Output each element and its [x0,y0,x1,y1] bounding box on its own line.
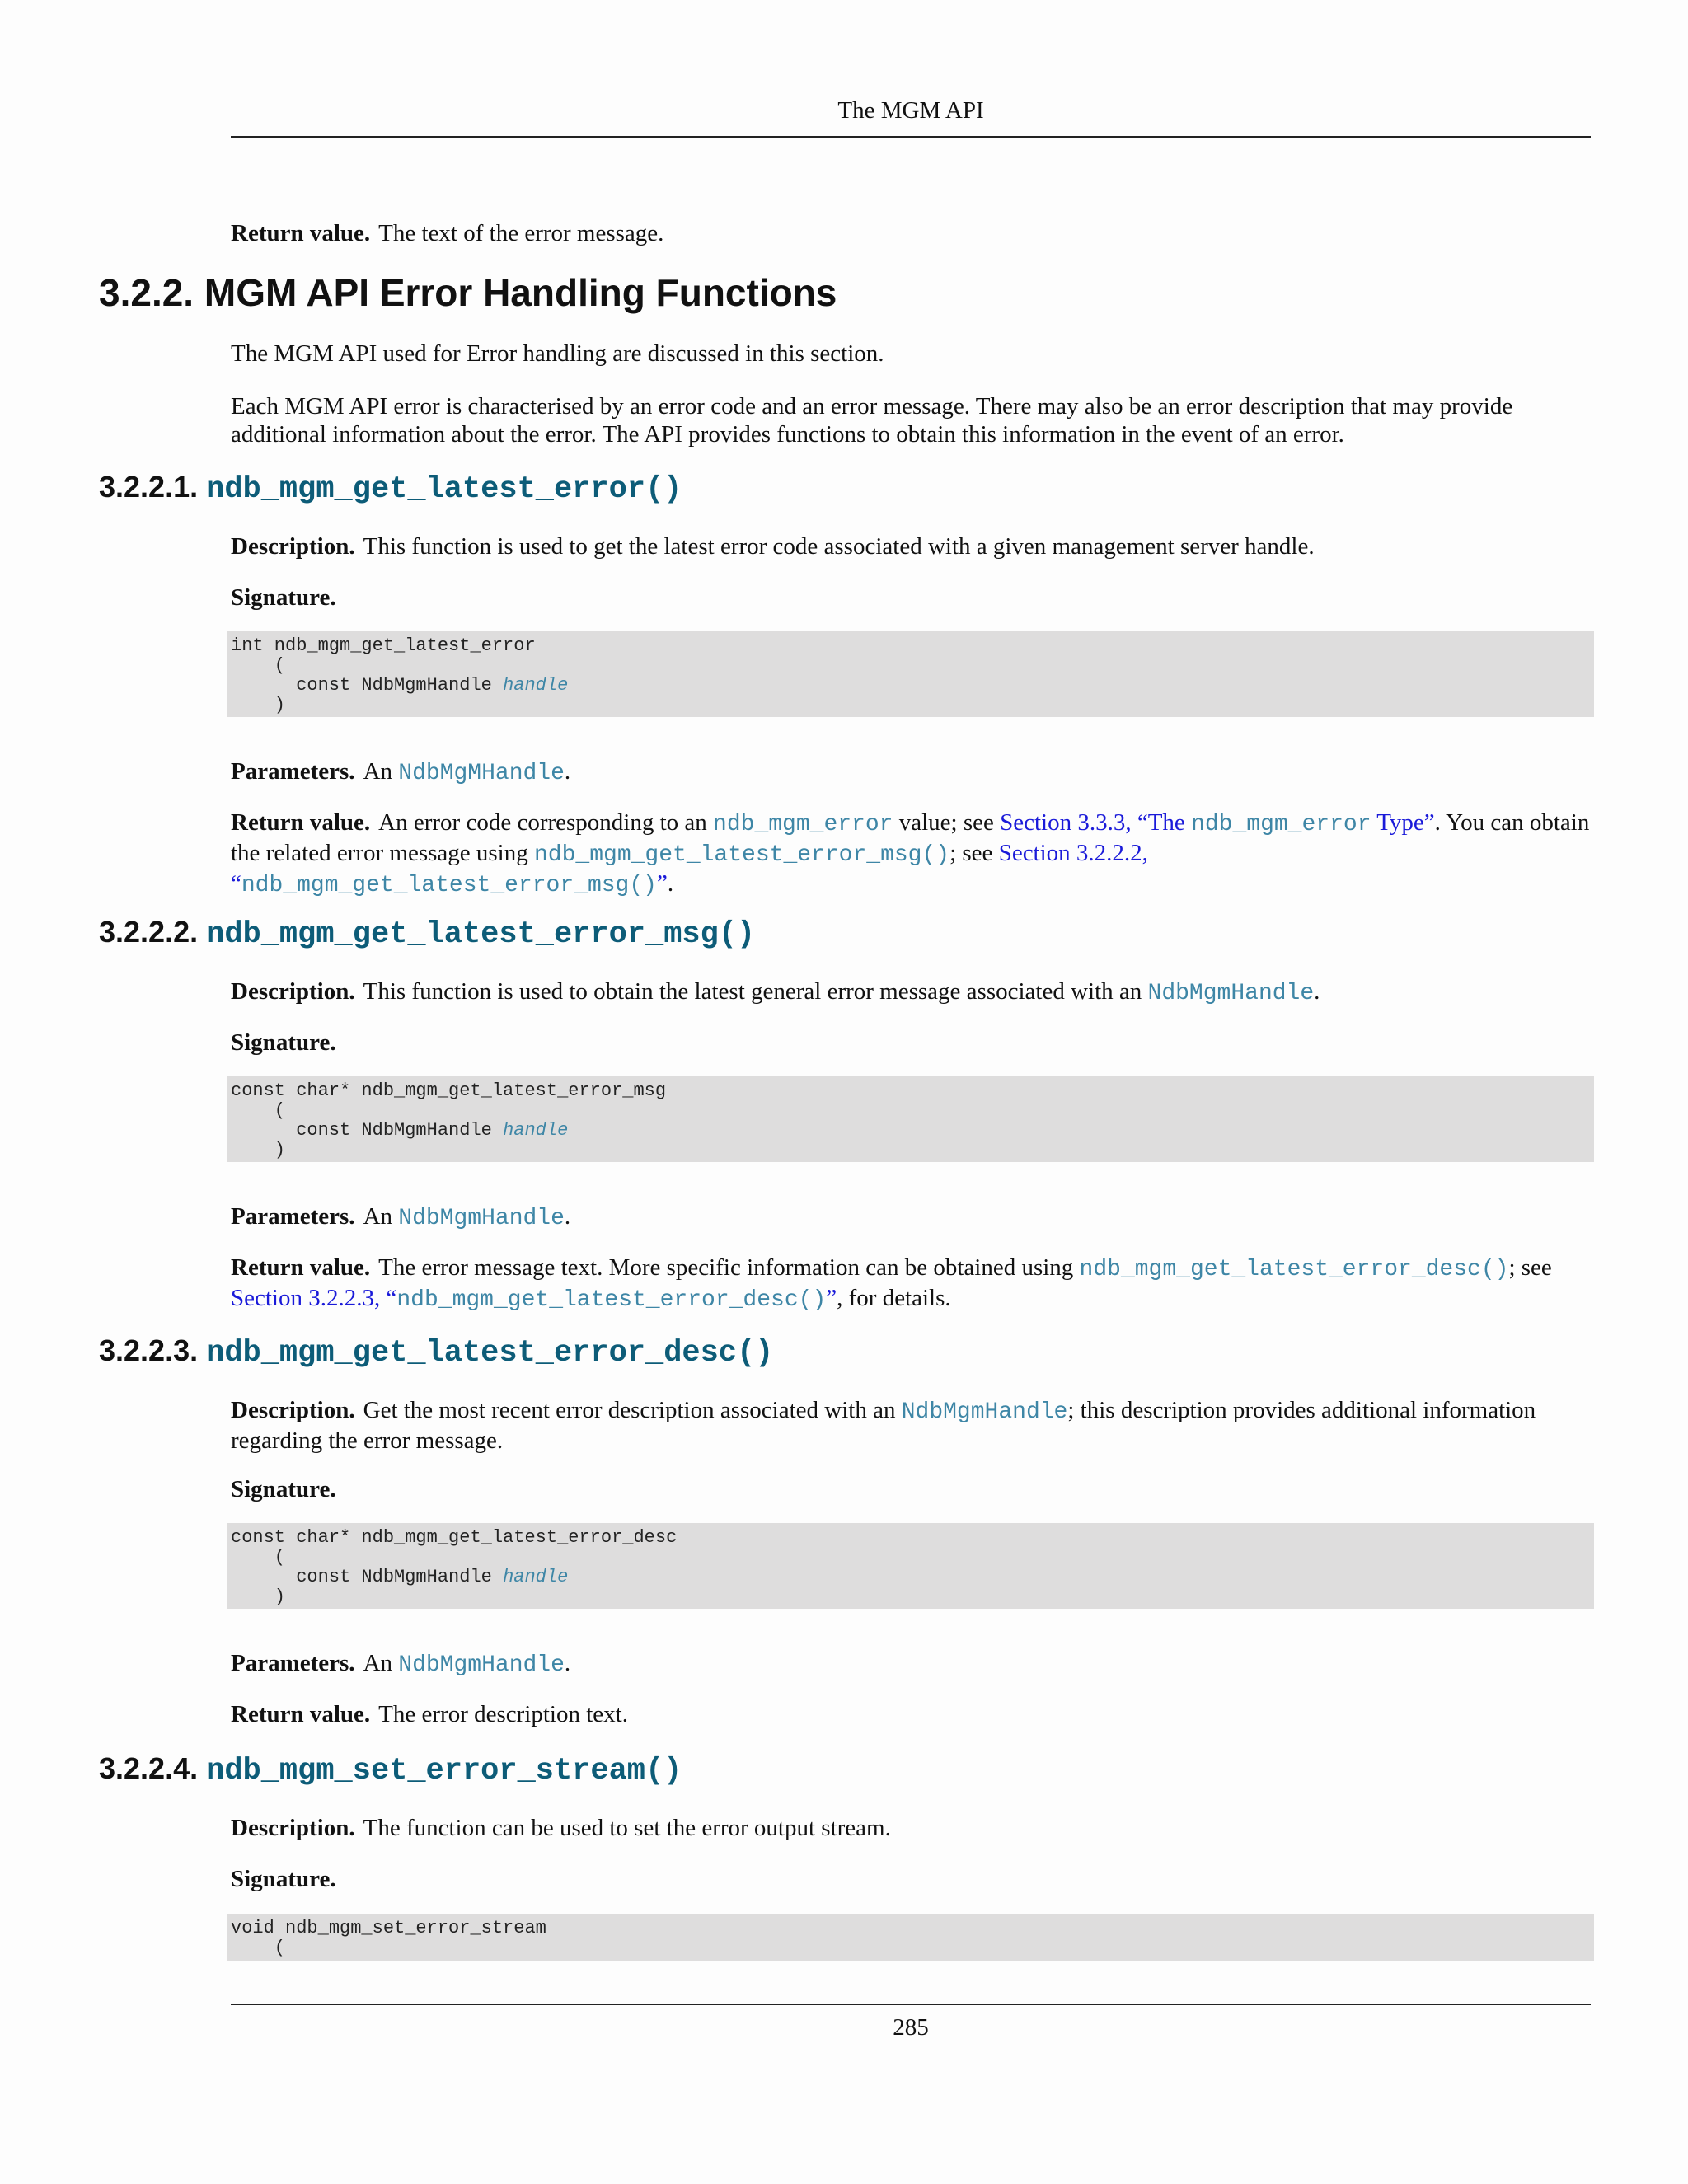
s2-signature-label: Signature. [231,1029,336,1056]
function-name: ndb_mgm_get_latest_error_msg() [206,917,756,952]
page-number: 285 [893,2014,929,2041]
s1-code-block: int ndb_mgm_get_latest_error ( const NdbMgmHandle handle ) [227,631,1594,717]
section-heading: 3.2.2. MGM API Error Handling Functions [99,271,837,314]
s1-signature-label: Signature. [231,584,336,611]
subsection-heading-set-error-stream: 3.2.2.4. ndb_mgm_set_error_stream() [99,1751,682,1788]
function-name: ndb_mgm_get_latest_error_desc() [206,1336,774,1371]
function-name: ndb_mgm_get_latest_error() [206,472,682,507]
link-section-3-3-3[interactable]: Section 3.3.3, “The ndb_mgm_error Type” [1000,809,1435,837]
s4-code-block: void ndb_mgm_set_error_stream ( [227,1914,1594,1961]
s3-signature-label: Signature. [231,1476,336,1502]
s2-parameters: Parameters. An NdbMgmHandle. [231,1203,571,1231]
section-overview-paragraph: Each MGM API error is characterised by an error code and an error message. There may also be an error description that may provide additional information about the error. The API provides functions to obtain this information in the event of an error. [231,393,1513,448]
s3-parameters: Parameters. An NdbMgmHandle. [231,1650,571,1678]
s2-code-block: const char* ndb_mgm_get_latest_error_msg ( const NdbMgmHandle handle ) [227,1076,1594,1162]
link-section-3-2-2-2[interactable]: Section 3.2.2.2, “ndb_mgm_get_latest_error_msg()” [231,840,1148,898]
s1-parameters: Parameters. An NdbMgMHandle. [231,758,571,786]
section-intro-paragraph: The MGM API used for Error handling are discussed in this section. [231,340,884,367]
intro-return-value: Return value. The text of the error message. [231,220,664,246]
s3-return-value: Return value. The error description text. [231,1701,628,1727]
header-rule [231,136,1591,138]
s4-signature-label: Signature. [231,1866,336,1892]
s3-description: Description. Get the most recent error description associated with an NdbMgmHandle; this description provides additional information regarding the error message. [231,1397,1536,1454]
link-section-3-2-2-3[interactable]: Section 3.2.2.3, “ndb_mgm_get_latest_error_desc()” [231,1285,837,1313]
s2-return-value: Return value. The error message text. More specific information can be obtained using ndb_mgm_get_latest_error_desc(); see Section 3.2.2.3, “ndb_mgm_get_latest_error_desc()”, for details. [231,1254,1552,1313]
footer-rule [231,2004,1591,2005]
subsection-heading-get-latest-error-msg: 3.2.2.2. ndb_mgm_get_latest_error_msg() [99,915,756,952]
s1-return-value: Return value. An error code corresponding to an ndb_mgm_error value; see Section 3.3.3, “The ndb_mgm_error Type”. You can obtain the related error message using ndb_mgm_get_latest_error_msg(); see Section 3.2.2.2, “ndb_mgm_get_latest_error_msg()”. [231,809,1590,898]
s3-code-block: const char* ndb_mgm_get_latest_error_desc ( const NdbMgmHandle handle ) [227,1523,1594,1609]
function-name: ndb_mgm_set_error_stream() [206,1754,682,1788]
s1-description: Description. This function is used to get the latest error code associated with a given management server handle. [231,533,1315,560]
subsection-heading-get-latest-error: 3.2.2.1. ndb_mgm_get_latest_error() [99,470,682,507]
running-header: The MGM API [837,97,984,124]
subsection-heading-get-latest-error-desc: 3.2.2.3. ndb_mgm_get_latest_error_desc() [99,1333,774,1371]
s4-description: Description. The function can be used to set the error output stream. [231,1815,891,1841]
s2-description: Description. This function is used to obtain the latest general error message associated with an NdbMgmHandle. [231,978,1320,1006]
